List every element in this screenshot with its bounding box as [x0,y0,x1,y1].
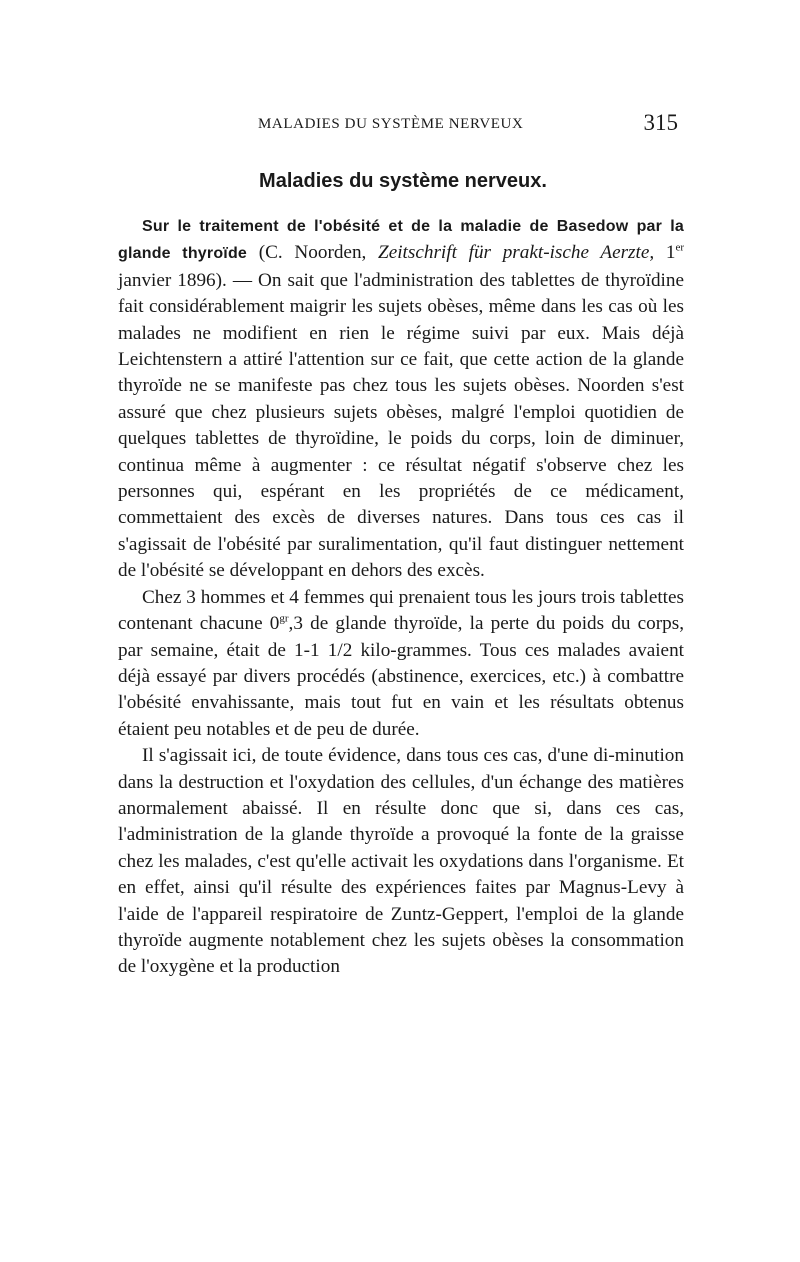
book-page [118,108,684,981]
running-head-title: MALADIES DU SYSTÈME NERVEUX [258,116,524,132]
gram-unit-sup: gr [279,612,289,625]
citation-date-sup: er [675,242,685,255]
citation-open: (C. Noorden, [247,242,379,264]
section-title: Maladies du système nerveux. [259,170,547,192]
paragraph-3: Il s'agissait ici, de toute évidence, dans tous ces cas, d'une di-minution dans la destruction et l'oxydation des cellules, d'un échange des matières anormalement abaissé. Il en résulte donc que si, dans ces cas, l'administration de la glande thyroïde a provoqué la fonte de la graisse chez les malades, c'est qu'elle activait les oxydations dans l'organisme. Et en effet, ainsi qu'il résulte des expériences faites par Magnus-Levy à l'aide de l'appareil respiratoire de Zuntz-Geppert, l'emploi de la glande thyroïde augmente notablement chez les sujets obèses la consommation de l'oxygène et la production [118,745,684,978]
running-header [118,108,684,146]
article-body [118,213,684,981]
paragraph-2 [118,585,684,743]
paragraph-1 [118,213,684,585]
article-lead-title: Sur le traitement de l'obésité et de la maladie de Basedow par la glande thyroïde [118,218,684,263]
paragraph-2-text-b: ,3 de glande thyroïde, la perte du poids du corps, par semaine, était de 1-1 1/2 kilo-grammes. Tous ces malades avaient déjà essayé par divers procédés (abstinence, exercices, etc.) à combattre l'obésité envahissante, mais tout fut en vain et les résultats obtenus étaient peu notables et de peu de durée. [118,613,684,740]
citation-date-rest: janvier 1896). [118,269,227,291]
paragraph-1-text: — On sait que l'administration des tablettes de thyroïdine fait considérablement maigrir les sujets obèses, même dans les cas où les malades ne modifient en rien le régime suivi par eux. Mais déjà Leichtenstern a attiré l'attention sur ce fait, que cette action de la glande thyroïde ne se manifeste pas chez tous les sujets obèses. Noorden s'est assuré que chez plusieurs sujets obèses, malgré l'emploi quotidien de quelques tablettes de thyroïdine, le poids du corps, loin de diminuer, continua même à augmenter : ce résultat négatif s'observe chez les personnes qui, espérant en les propriétés de ce médicament, commettaient des excès de diverses natures. Dans tous ces cas il s'agissait de l'obésité par suralimentation, qu'il faut distinguer nettement de l'obésité se développant en dehors des excès. [118,269,684,582]
page-number: 315 [643,110,678,135]
citation-date-day: 1 [654,242,676,264]
journal-title: Zeitschrift für prakt-ische Aerzte, [378,242,655,264]
paragraph-2-text-a: Chez 3 hommes et 4 femmes qui prenaient tous les jours trois tablettes contenant chacune 0 [118,586,684,635]
